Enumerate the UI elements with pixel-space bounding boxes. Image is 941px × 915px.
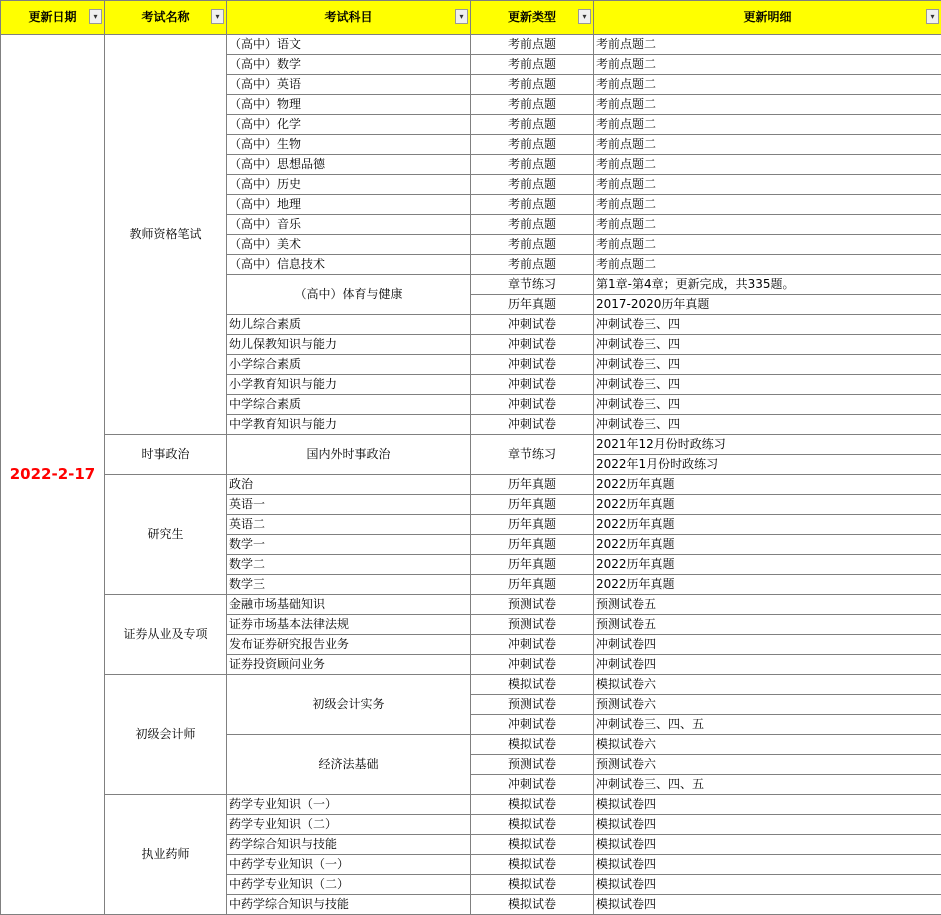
subject-cell[interactable]: 发布证券研究报告业务 (227, 635, 471, 655)
detail-cell[interactable]: 预测试卷六 (594, 695, 941, 715)
type-cell[interactable]: 预测试卷 (471, 615, 594, 635)
detail-cell[interactable]: 冲刺试卷四 (594, 635, 941, 655)
chevron-down-icon[interactable]: ▾ (211, 9, 224, 24)
detail-cell[interactable]: 模拟试卷六 (594, 735, 941, 755)
type-cell[interactable]: 模拟试卷 (471, 795, 594, 815)
subject-cell[interactable]: 幼儿保教知识与能力 (227, 335, 471, 355)
type-cell[interactable]: 冲刺试卷 (471, 315, 594, 335)
type-cell[interactable]: 考前点题 (471, 95, 594, 115)
subject-cell[interactable]: 药学综合知识与技能 (227, 835, 471, 855)
detail-cell[interactable]: 考前点题二 (594, 215, 941, 235)
filter-icon[interactable]: ▾ (89, 9, 102, 24)
type-cell[interactable]: 历年真题 (471, 575, 594, 595)
header-exam-name[interactable] (105, 1, 227, 35)
type-cell[interactable]: 考前点题 (471, 135, 594, 155)
detail-cell[interactable]: 模拟试卷六 (594, 675, 941, 695)
subject-cell[interactable]: 小学教育知识与能力 (227, 375, 471, 395)
exam-name-cell[interactable]: 教师资格笔试 (105, 35, 227, 435)
subject-cell[interactable]: 中学综合素质 (227, 395, 471, 415)
subject-cell[interactable]: 中药学综合知识与技能 (227, 895, 471, 915)
detail-cell[interactable]: 考前点题二 (594, 255, 941, 275)
subject-cell[interactable]: （高中）语文 (227, 35, 471, 55)
subject-cell[interactable]: 中药学专业知识（二） (227, 875, 471, 895)
type-cell[interactable]: 考前点题 (471, 115, 594, 135)
detail-cell[interactable]: 冲刺试卷三、四 (594, 335, 941, 355)
subject-cell[interactable]: （高中）物理 (227, 95, 471, 115)
subject-cell[interactable]: （高中）体育与健康 (227, 275, 471, 315)
detail-cell[interactable]: 考前点题二 (594, 115, 941, 135)
table-row (1, 35, 941, 55)
header-label: 更新类型 (508, 10, 556, 24)
type-cell[interactable]: 模拟试卷 (471, 875, 594, 895)
detail-cell[interactable]: 模拟试卷四 (594, 855, 941, 875)
chevron-down-icon[interactable]: ▾ (455, 9, 468, 24)
subject-cell[interactable]: 金融市场基础知识 (227, 595, 471, 615)
exam-name-cell[interactable]: 初级会计师 (105, 675, 227, 795)
detail-cell[interactable]: 2022历年真题 (594, 475, 941, 495)
type-cell[interactable]: 历年真题 (471, 555, 594, 575)
detail-cell[interactable]: 冲刺试卷三、四 (594, 355, 941, 375)
subject-cell[interactable]: （高中）英语 (227, 75, 471, 95)
subject-cell[interactable]: 英语二 (227, 515, 471, 535)
subject-cell[interactable]: 证券市场基本法律法规 (227, 615, 471, 635)
header-label: 更新日期 (28, 10, 76, 24)
detail-cell[interactable]: 考前点题二 (594, 35, 941, 55)
type-cell[interactable]: 章节练习 (471, 435, 594, 475)
subject-cell[interactable]: 药学专业知识（二） (227, 815, 471, 835)
type-cell[interactable]: 冲刺试卷 (471, 715, 594, 735)
detail-cell[interactable]: 2022历年真题 (594, 495, 941, 515)
header-update-detail[interactable] (594, 1, 941, 35)
detail-cell[interactable]: 模拟试卷四 (594, 895, 941, 915)
subject-cell[interactable]: 中药学专业知识（一） (227, 855, 471, 875)
detail-cell[interactable]: 2022年1月份时政练习 (594, 455, 941, 475)
exam-name-cell[interactable]: 研究生 (105, 475, 227, 595)
header-label: 考试科目 (324, 10, 372, 24)
type-cell[interactable]: 历年真题 (471, 495, 594, 515)
subject-cell[interactable]: 数学一 (227, 535, 471, 555)
detail-cell[interactable]: 冲刺试卷三、四 (594, 395, 941, 415)
chevron-down-icon[interactable]: ▾ (578, 9, 591, 24)
table-row (1, 675, 941, 695)
update-date-cell[interactable]: 2022-2-17 (1, 35, 105, 915)
subject-cell[interactable]: （高中）音乐 (227, 215, 471, 235)
subject-cell[interactable]: （高中）生物 (227, 135, 471, 155)
subject-cell[interactable]: （高中）地理 (227, 195, 471, 215)
subject-cell[interactable]: 政治 (227, 475, 471, 495)
type-cell[interactable]: 模拟试卷 (471, 855, 594, 875)
type-cell[interactable]: 考前点题 (471, 155, 594, 175)
type-cell[interactable]: 冲刺试卷 (471, 415, 594, 435)
type-cell[interactable]: 冲刺试卷 (471, 655, 594, 675)
type-cell[interactable]: 历年真题 (471, 295, 594, 315)
header-label: 考试名称 (141, 10, 189, 24)
detail-cell[interactable]: 考前点题二 (594, 155, 941, 175)
type-cell[interactable]: 模拟试卷 (471, 735, 594, 755)
detail-cell[interactable]: 考前点题二 (594, 135, 941, 155)
type-cell[interactable]: 冲刺试卷 (471, 335, 594, 355)
type-cell[interactable]: 冲刺试卷 (471, 395, 594, 415)
type-cell[interactable]: 历年真题 (471, 535, 594, 555)
subject-cell[interactable]: 中学教育知识与能力 (227, 415, 471, 435)
detail-cell[interactable]: 2022历年真题 (594, 535, 941, 555)
type-cell[interactable]: 考前点题 (471, 255, 594, 275)
type-cell[interactable]: 预测试卷 (471, 755, 594, 775)
table-row (1, 795, 941, 815)
subject-cell[interactable]: （高中）数学 (227, 55, 471, 75)
detail-cell[interactable]: 2017-2020历年真题 (594, 295, 941, 315)
type-cell[interactable]: 考前点题 (471, 35, 594, 55)
subject-cell[interactable]: 药学专业知识（一） (227, 795, 471, 815)
detail-cell[interactable]: 模拟试卷四 (594, 875, 941, 895)
subject-cell[interactable]: （高中）信息技术 (227, 255, 471, 275)
detail-cell[interactable]: 冲刺试卷三、四 (594, 315, 941, 335)
subject-cell[interactable]: 证券投资顾问业务 (227, 655, 471, 675)
detail-cell[interactable]: 模拟试卷四 (594, 795, 941, 815)
type-cell[interactable]: 冲刺试卷 (471, 375, 594, 395)
type-cell[interactable]: 模拟试卷 (471, 815, 594, 835)
type-cell[interactable]: 考前点题 (471, 195, 594, 215)
detail-cell[interactable]: 冲刺试卷三、四、五 (594, 775, 941, 795)
type-cell[interactable]: 考前点题 (471, 235, 594, 255)
detail-cell[interactable]: 冲刺试卷三、四 (594, 375, 941, 395)
type-cell[interactable]: 冲刺试卷 (471, 355, 594, 375)
detail-cell[interactable]: 冲刺试卷三、四、五 (594, 715, 941, 735)
detail-cell[interactable]: 第1章-第4章；更新完成，共335题。 (594, 275, 941, 295)
type-cell[interactable]: 模拟试卷 (471, 675, 594, 695)
detail-cell[interactable]: 冲刺试卷三、四 (594, 415, 941, 435)
subject-cell[interactable]: （高中）思想品德 (227, 155, 471, 175)
type-cell[interactable]: 模拟试卷 (471, 895, 594, 915)
detail-cell[interactable]: 2021年12月份时政练习 (594, 435, 941, 455)
type-cell[interactable]: 考前点题 (471, 215, 594, 235)
subject-cell[interactable]: 幼儿综合素质 (227, 315, 471, 335)
detail-cell[interactable]: 考前点题二 (594, 55, 941, 75)
header-row (1, 1, 941, 35)
header-label: 更新明细 (743, 10, 791, 24)
type-cell[interactable]: 历年真题 (471, 475, 594, 495)
type-cell[interactable]: 章节练习 (471, 275, 594, 295)
detail-cell[interactable]: 模拟试卷四 (594, 815, 941, 835)
table-row (1, 435, 941, 455)
type-cell[interactable]: 考前点题 (471, 75, 594, 95)
type-cell[interactable]: 冲刺试卷 (471, 775, 594, 795)
subject-cell[interactable]: 小学综合素质 (227, 355, 471, 375)
type-cell[interactable]: 考前点题 (471, 175, 594, 195)
subject-cell[interactable]: 国内外时事政治 (227, 435, 471, 475)
table-row (1, 475, 941, 495)
subject-cell[interactable]: 数学二 (227, 555, 471, 575)
detail-cell[interactable]: 考前点题二 (594, 175, 941, 195)
subject-cell[interactable]: 数学三 (227, 575, 471, 595)
header-update-type[interactable] (471, 1, 594, 35)
type-cell[interactable]: 冲刺试卷 (471, 635, 594, 655)
type-cell[interactable]: 预测试卷 (471, 695, 594, 715)
detail-cell[interactable]: 预测试卷五 (594, 595, 941, 615)
exam-name-cell[interactable]: 证券从业及专项 (105, 595, 227, 675)
subject-cell[interactable]: （高中）化学 (227, 115, 471, 135)
detail-cell[interactable]: 考前点题二 (594, 95, 941, 115)
detail-cell[interactable]: 模拟试卷四 (594, 835, 941, 855)
detail-cell[interactable]: 预测试卷五 (594, 615, 941, 635)
subject-cell[interactable]: 英语一 (227, 495, 471, 515)
detail-cell[interactable]: 考前点题二 (594, 195, 941, 215)
detail-cell[interactable]: 2022历年真题 (594, 575, 941, 595)
header-exam-subject[interactable] (227, 1, 471, 35)
exam-name-cell[interactable]: 时事政治 (105, 435, 227, 475)
header-update-date[interactable] (1, 1, 105, 35)
exam-name-cell[interactable]: 执业药师 (105, 795, 227, 915)
chevron-down-icon[interactable]: ▾ (926, 9, 939, 24)
detail-cell[interactable]: 2022历年真题 (594, 555, 941, 575)
detail-cell[interactable]: 考前点题二 (594, 75, 941, 95)
type-cell[interactable]: 预测试卷 (471, 595, 594, 615)
detail-cell[interactable]: 考前点题二 (594, 235, 941, 255)
detail-cell[interactable]: 预测试卷六 (594, 755, 941, 775)
detail-cell[interactable]: 冲刺试卷四 (594, 655, 941, 675)
subject-cell[interactable]: 经济法基础 (227, 735, 471, 795)
subject-cell[interactable]: 初级会计实务 (227, 675, 471, 735)
table-row (1, 595, 941, 615)
subject-cell[interactable]: （高中）美术 (227, 235, 471, 255)
type-cell[interactable]: 模拟试卷 (471, 835, 594, 855)
type-cell[interactable]: 历年真题 (471, 515, 594, 535)
detail-cell[interactable]: 2022历年真题 (594, 515, 941, 535)
subject-cell[interactable]: （高中）历史 (227, 175, 471, 195)
type-cell[interactable]: 考前点题 (471, 55, 594, 75)
